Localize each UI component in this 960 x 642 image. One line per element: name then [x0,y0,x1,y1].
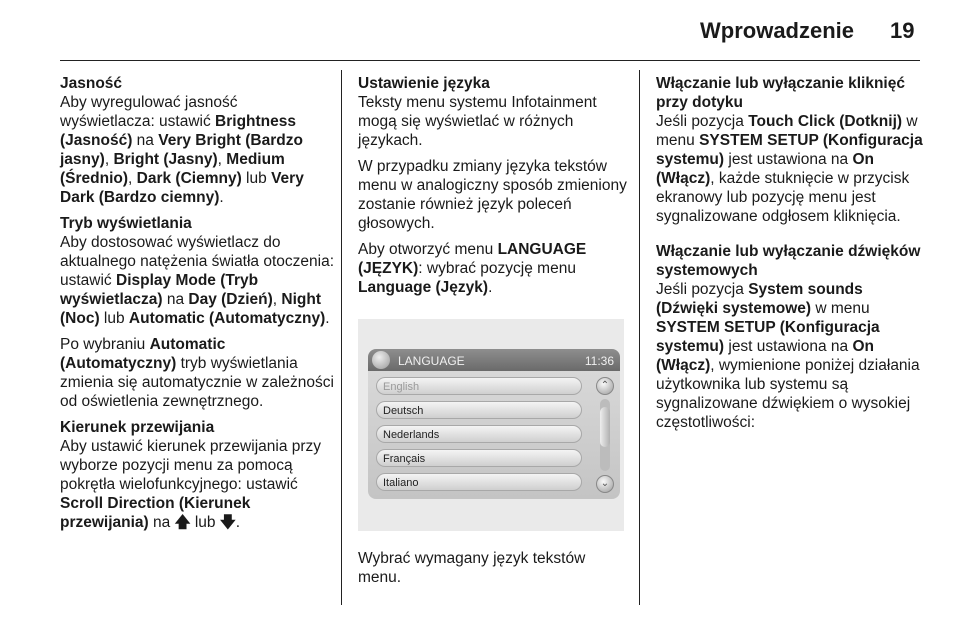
language-item-deutsch[interactable]: Deutsch [376,401,582,419]
menu-term: On (Włącz) [656,151,874,187]
body-text: Po wybraniu [60,336,150,353]
scroll-up-icon[interactable]: ⌃ [596,377,614,395]
body-text: Aby dostosować wyświetlacz do aktualnego natężenia światła otoczenia: ustawić [60,234,335,289]
body-text: , [217,151,227,168]
menu-term: Bright (Jasny) [113,151,218,168]
section-touch-click [656,74,924,226]
section-system-sounds [656,242,924,432]
body-text: , [128,170,137,187]
section-heading: Ustawienie języka [358,75,490,92]
menu-term: Very Dark (Bardzo ciemny) [60,170,304,206]
body-text: w menu [811,300,870,317]
body-text: : wybrać pozycję menu [418,260,576,277]
language-item-nederlands[interactable]: Nederlands [376,425,582,443]
scroll-down-icon[interactable]: ⌄ [596,475,614,493]
column-divider [639,70,640,605]
body-text: Aby ustawić kierunek przewijania przy wyborze pozycji menu za pomocą pokrętła wielofunkcyjnego: ustawić [60,438,322,493]
body-text: , każde stuknięcie w przycisk ekranowy lub pozycję menu jest sygnalizowane odgłosem kliknięcia. [656,170,910,225]
section-heading: Włączanie lub wyłączanie kliknięć przy dotyku [656,75,905,111]
body-text: lub [99,310,129,327]
body-text: na [148,514,175,531]
menu-term: Touch Click (Dotknij) [748,113,903,130]
menu-term: Scroll Direction (Kierunek przewijania) [60,495,251,531]
column-1 [60,74,335,539]
menu-term: Brightness (Jasność) [60,113,297,149]
menu-term: Language (Język) [358,279,489,296]
arrow-down-icon: 🡇 [219,514,236,531]
section-heading: Jasność [60,75,123,92]
section-heading: Tryb wyświetlania [60,215,192,232]
body-text: na [162,291,189,308]
menu-term: SYSTEM SETUP (Konfiguracja systemu) [656,319,880,355]
scroll-thumb[interactable] [600,407,610,447]
brand-logo-icon [372,351,390,369]
menu-term: Automatic (Automatyczny) [128,310,326,327]
section-heading: Włączanie lub wyłączanie dźwięków systemowych [656,243,921,279]
paragraph-open-menu [358,240,628,297]
menu-term: Night (Noc) [60,291,322,327]
body-text: Teksty menu systemu Infotainment mogą się wyświetlać w różnych językach. [358,94,597,149]
menu-term: SYSTEM SETUP (Konfiguracja systemu) [656,132,923,168]
menu-term: Dark (Ciemny) [136,170,242,187]
body-text: w menu [656,113,918,149]
column-divider [341,70,342,605]
arrow-up-icon: 🡅 [174,514,191,531]
body-text: Jeśli pozycja [656,281,749,298]
body-text: jest ustawiona na [724,151,853,168]
section-kierunek [60,418,335,532]
menu-term: Automatic (Automatyczny) [60,336,226,372]
section-tryb [60,214,335,328]
body-text: Jeśli pozycja [656,113,749,130]
body-text: , [272,291,282,308]
body-text: . [235,514,241,531]
header-rule [60,60,920,61]
body-text: lub [190,514,220,531]
menu-term: Display Mode (Tryb wyświetlacza) [60,272,259,308]
language-item-italiano[interactable]: Italiano [376,473,582,491]
body-text: . [325,310,330,327]
screen-clock: 11:36 [584,354,614,368]
page-number: 19 [890,18,915,43]
body-text: , wymienione poniżej działania użytkownika lub systemu są sygnalizowane dźwiękiem o wysokiej częstotliwości: [656,357,920,431]
section-jasnosc [60,74,335,207]
menu-term: Day (Dzień) [188,291,273,308]
body-text: W przypadku zmiany języka tekstów menu w analogiczny sposób zmieniony zostanie również język poleceń głosowych. [358,158,627,232]
body-text: lub [241,170,272,187]
body-text: tryb wyświetlania zmienia się automatycznie w zależności od oświetlenia zewnętrznego. [60,355,334,410]
section-language [358,74,628,150]
scrollbar[interactable] [596,377,614,493]
header-title: Wprowadzenie [700,18,855,43]
menu-term: LANGUAGE (JĘZYK) [358,241,587,277]
column-2 [358,74,628,594]
menu-term: Very Bright (Bardzo jasny) [60,132,303,168]
body-text: . [488,279,493,296]
menu-term: Medium (Średnio) [60,151,285,187]
body-text: . [219,189,224,206]
language-item-francais[interactable]: Français [376,449,582,467]
body-text: jest ustawiona na [724,338,853,355]
body-text: Aby wyregulować jasność wyświetlacza: ustawić [60,94,238,130]
column-3 [656,74,924,439]
screenshot-caption: Wybrać wymagany język tekstów menu. [358,550,586,586]
paragraph-po [60,335,335,411]
language-menu-screenshot [358,319,624,531]
screen-body [368,371,620,499]
section-heading: Kierunek przewijania [60,419,215,436]
body-text: na [132,132,159,149]
menu-term: System sounds (Dźwięki systemowe) [656,281,863,317]
language-item-english[interactable]: English [376,377,582,395]
body-text: Aby otworzyć menu [358,241,498,258]
screen-title: LANGUAGE [398,354,465,368]
screen-title-bar [368,349,620,371]
body-text: , [104,151,114,168]
menu-term: On (Włącz) [656,338,874,374]
